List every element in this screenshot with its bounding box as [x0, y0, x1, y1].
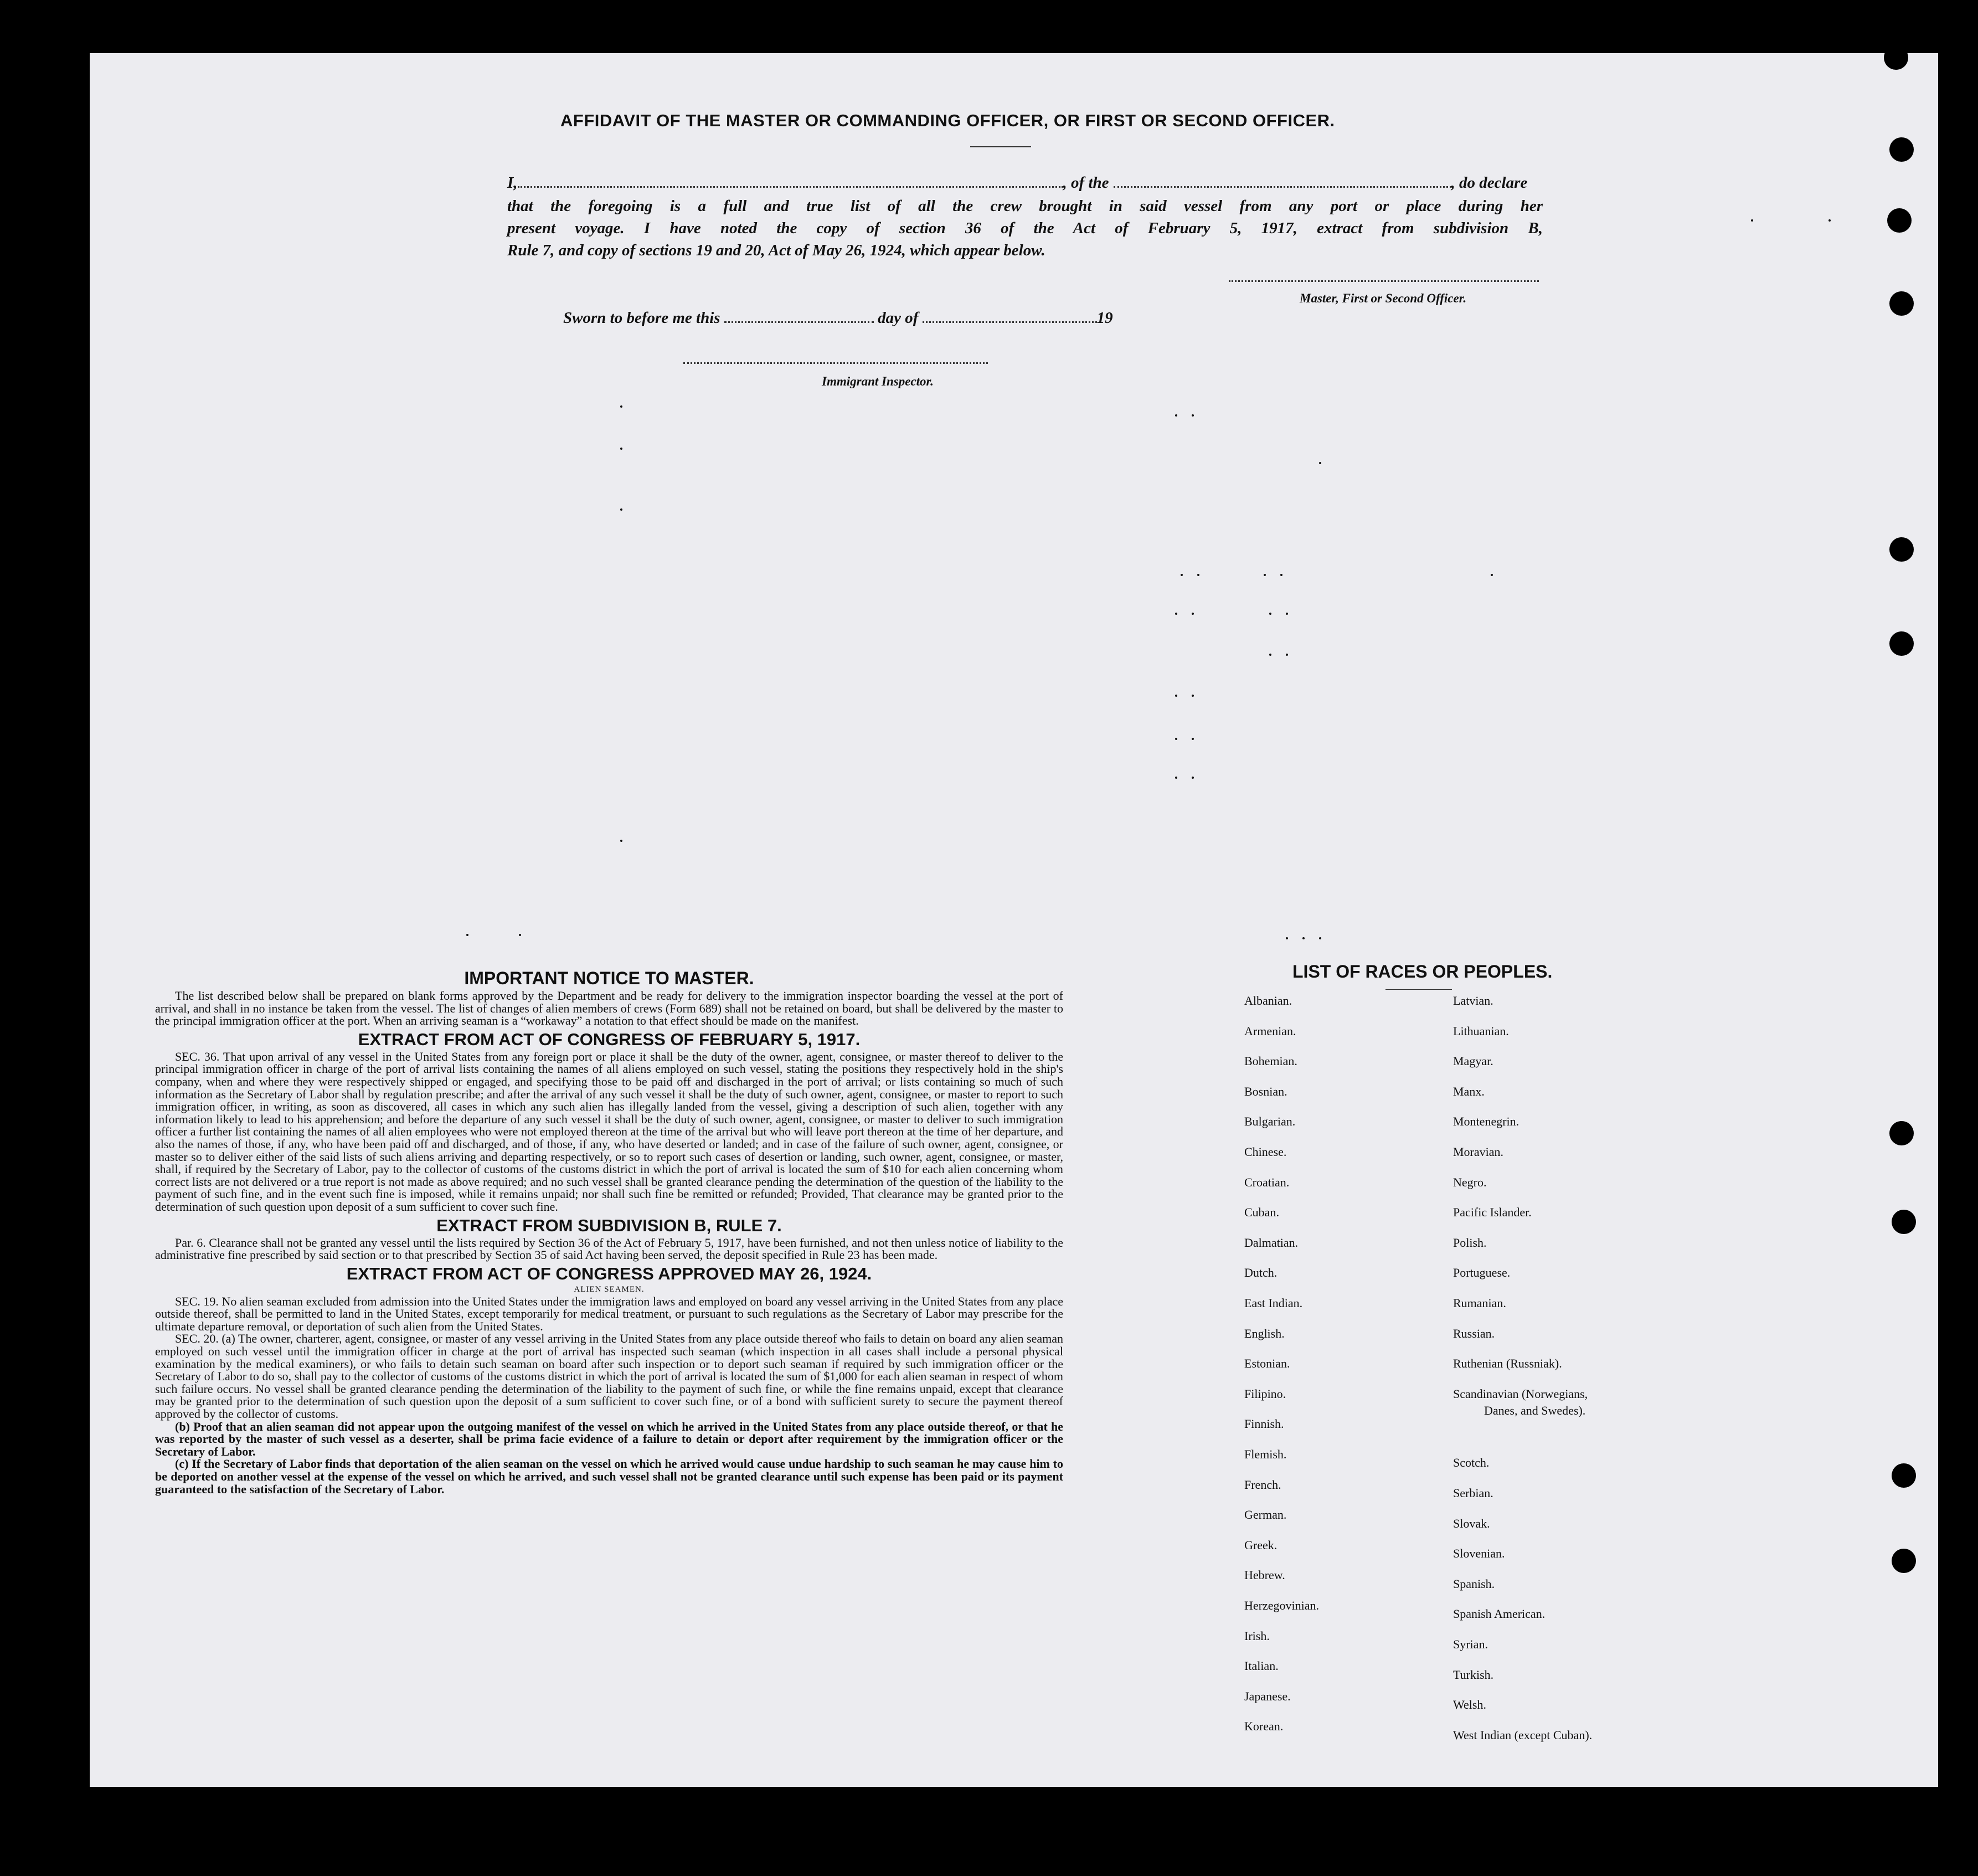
- race-item: Japanese.: [1244, 1689, 1291, 1703]
- race-item: Chinese.: [1244, 1145, 1287, 1159]
- race-item: Slovenian.: [1453, 1546, 1505, 1561]
- document-page: [90, 53, 1938, 1787]
- race-item: Filipino.: [1244, 1386, 1286, 1401]
- scan-speck: [1264, 574, 1266, 576]
- race-item: Estonian.: [1244, 1356, 1290, 1371]
- scan-speck: [1192, 613, 1194, 615]
- scan-speck: [1175, 414, 1177, 417]
- race-item: East Indian.: [1244, 1296, 1303, 1310]
- scan-speck: [1269, 654, 1271, 656]
- scan-speck: [620, 840, 622, 842]
- sec19-text: SEC. 19. No alien seaman excluded from admission into the United States under the immigration laws and employed on board any vessel arriving in the United States from any place outside thereof, shall be permitted to land in the United States, except temporarily for medical treatment, or pursuant to such regulations as the Secretary of Labor may prescribe for the ultimate departure removal, or deportation of such alien from the United States.: [155, 1294, 1063, 1333]
- race-item: Syrian.: [1453, 1637, 1488, 1651]
- extract1-title: EXTRACT FROM ACT OF CONGRESS OF FEBRUARY 5, 1917.: [358, 1029, 861, 1049]
- declaration-body-line3: Rule 7, and copy of sections 19 and 20, Act of May 26, 1924, which appear below.: [507, 241, 1045, 259]
- affidavit-title: AFFIDAVIT OF THE MASTER OR COMMANDING OFFICER, OR FIRST OR SECOND OFFICER.: [560, 111, 1335, 130]
- race-item: Italian.: [1244, 1659, 1279, 1673]
- binder-hole: [1889, 291, 1914, 316]
- race-item: Moravian.: [1453, 1145, 1504, 1159]
- scan-speck: [1491, 574, 1493, 576]
- declaration-body-line2: present voyage. I have noted the copy of section 36 of the Act of February 5, 1917, extract from subdivision B,: [507, 219, 1543, 237]
- race-item: Pacific Islander.: [1453, 1205, 1532, 1220]
- notice-column: [155, 968, 1063, 1495]
- race-item: Magyar.: [1453, 1054, 1493, 1068]
- race-item: Scotch.: [1453, 1456, 1490, 1470]
- race-item: Montenegrin.: [1453, 1114, 1519, 1129]
- race-item: Manx.: [1453, 1084, 1485, 1098]
- race-item: Negro.: [1453, 1175, 1487, 1189]
- extract1-text: SEC. 36. That upon arrival of any vessel in the United States from any foreign port or place it shall be the duty of the owner, agent, consignee, or master thereof to deliver to the principal immigration officer in charge of the port of arrival lists containing the names of all aliens employed on such vessel, stating the positions they respectively hold in the ship's company, when and where they were respectively shipped or engaged, and specifying those to be paid off and discharged in the port of arrival; or lists containing so much of such information as the Secretary of Labor shall by regulation prescribe; and after the arrival of any such vessel it shall be the duty of such owner, agent, consignee, or master to report to such immigration officer, in writing, as soon as discovered, all cases in which any such alien has illegally landed from the vessel, giving a description of such alien, together with any information likely to lead to his apprehension; and before the departure of any such vessel it shall be the duty of such owner, agent, consignee, or master to deliver to such immigration officer a further list containing the names of all alien employees who were not employed thereon at the time of the arrival but who will leave port thereon at the time of her departure, and also the names of those, if any, who have been paid off and discharged, and of those, if any, who have deserted or landed; and in case of the failure of such owner, agent, consignee, or master so to deliver either of the said lists of such aliens arriving and departing respectively, or so to report such cases of desertion or landing, such owner, agent, consignee, or master, shall, if required by the Secretary of Labor, pay to the collector of customs of the customs district in which the port of arrival is located the sum of $10 for each alien concerning whom correct lists are not delivered or a true report is not made as above required; and no such vessel shall be granted clearance pending the determination of the question of the liability to the payment of such fine, and in the event such fine is imposed, while it remains unpaid; nor shall such fine be remitted or refunded; Provided, That clearance may be granted prior to the determination of such question upon deposit of a sum sufficient to cover such fine.: [155, 1049, 1063, 1214]
- race-item: Bosnian.: [1244, 1084, 1287, 1098]
- race-item: Turkish.: [1453, 1667, 1494, 1682]
- binder-hole: [1889, 1121, 1914, 1145]
- race-item: Russian.: [1453, 1326, 1495, 1340]
- scan-speck: [1302, 937, 1305, 939]
- of-the-label: , of the: [1063, 174, 1109, 192]
- race-item: Bohemian.: [1244, 1054, 1297, 1068]
- race-item: Finnish.: [1244, 1417, 1284, 1431]
- race-item: Dalmatian.: [1244, 1235, 1299, 1250]
- binder-hole: [1889, 137, 1914, 162]
- sec20c-text: (c) If the Secretary of Labor finds that deportation of the alien seaman on the vessel on which he arrived would cause undue hardship to such seaman he may cause him to be deported on another vessel at the expense of the vessel on which he arrived, and such vessel shall not be granted clearance until such expense has been paid or its payment guaranteed to the satisfaction of the Secretary of Labor.: [155, 1457, 1063, 1496]
- scan-speck: [1181, 574, 1183, 576]
- binder-hole: [1892, 1210, 1916, 1234]
- scan-speck: [1192, 777, 1194, 779]
- race-item: Serbian.: [1453, 1486, 1493, 1500]
- scan-speck: [1175, 613, 1177, 615]
- race-item: West Indian (except Cuban).: [1453, 1728, 1593, 1742]
- master-signature-label: Master, First or Second Officer.: [1300, 291, 1467, 305]
- do-declare-label: , do declare: [1451, 174, 1528, 192]
- scan-speck: [1192, 738, 1194, 740]
- notice-title: IMPORTANT NOTICE TO MASTER.: [464, 968, 754, 988]
- scan-speck: [1175, 738, 1177, 740]
- scan-speck: [1175, 777, 1177, 779]
- race-item: Flemish.: [1244, 1447, 1287, 1461]
- extract3-subtitle: ALIEN SEAMEN.: [574, 1284, 645, 1294]
- inspector-signature-label: Immigrant Inspector.: [822, 374, 934, 388]
- binder-hole: [1892, 1463, 1916, 1488]
- scan-speck: [620, 405, 622, 408]
- binder-hole: [1889, 537, 1914, 562]
- scan-speck: [620, 448, 622, 450]
- race-item: Slovak.: [1453, 1516, 1490, 1530]
- sec20b-text: (b) Proof that an alien seaman did not appear upon the outgoing manifest of the vessel on which he arrived in the United States from any place outside thereof, or that he was reported by the master of such vessel as a deserter, shall be prima facie evidence of a failure to detain or deport after requirement by the immigration officer or the Secretary of Labor.: [155, 1419, 1063, 1458]
- scan-speck: [1319, 937, 1321, 939]
- scan-speck: [1286, 937, 1288, 939]
- year-label: 19: [1096, 309, 1113, 327]
- race-item: Albanian.: [1244, 994, 1292, 1008]
- sworn-day-blank[interactable]: [724, 321, 874, 323]
- race-item: Portuguese.: [1453, 1266, 1511, 1280]
- race-item: Spanish American.: [1453, 1607, 1546, 1621]
- race-item: Ruthenian (Russniak).: [1453, 1356, 1562, 1371]
- race-item: Hebrew.: [1244, 1568, 1285, 1582]
- race-item: Danes, and Swedes).: [1484, 1403, 1586, 1417]
- scan-speck: [1286, 613, 1288, 615]
- race-item: Scandinavian (Norwegians,: [1453, 1386, 1588, 1401]
- race-item: Welsh.: [1453, 1698, 1486, 1712]
- scan-speck: [1751, 219, 1753, 222]
- notice-text: The list described below shall be prepared on blank forms approved by the Department and be ready for delivery to the immigration inspector boarding the vessel at the port of arrival, and shall in no instance be taken from the vessel. The list of changes of alien members of crews (Form 689) shall not be retained on board, but shall be delivered by the master to the principal immigration officer at the port. When an arriving seaman is a “workaway” a notation to that effect should be made on the manifest.: [155, 989, 1063, 1028]
- scan-speck: [620, 508, 622, 511]
- day-of-label: day of: [878, 309, 919, 327]
- race-item: English.: [1244, 1326, 1285, 1340]
- race-item: Latvian.: [1453, 994, 1493, 1008]
- inspector-signature-line[interactable]: [683, 362, 988, 364]
- sec20a-text: SEC. 20. (a) The owner, charterer, agent, consignee, or master of any vessel arriving in the United States from any place outside thereof who fails to detain on board any alien seaman employed on such vessel until the immigration officer in charge at the port of arrival has inspected such seaman (which inspection in all cases shall include a personal physical examination by the medical examiners), or who fails to detain such seaman on board after such inspection or to deport such seaman if required by such immigration officer or the Secretary of Labor to do so, shall pay to the collector of customs of the customs district in which the port of arrival is located the sum of $1,000 for each alien seaman in respect of whom such failure occurs. No vessel shall be granted clearance pending the determination of the liability to the payment of such fine, or while the fine remains unpaid, except that clearance may be granted prior to the determination of such question upon the deposit of a sum sufficient to cover such fine, or of a bond with sufficient surety to secure the payment thereof approved by the collector of customs.: [155, 1332, 1063, 1421]
- sworn-label: Sworn to before me this: [563, 309, 720, 327]
- race-item: Korean.: [1244, 1719, 1284, 1734]
- race-item: Greek.: [1244, 1538, 1278, 1552]
- binder-hole: [1887, 208, 1912, 233]
- sworn-line: [563, 309, 1113, 327]
- extract2-text: Par. 6. Clearance shall not be granted any vessel until the lists required by Section 36 of the Act of February 5, 1917, have been furnished, and not then unless notice of liability to the administrative fine prescribed by said section or to that prescribed by Section 35 of said Act having been served, the deposit specified in Rule 23 has been made.: [155, 1235, 1063, 1262]
- scan-speck: [1319, 462, 1321, 464]
- scan-speck: [1192, 414, 1194, 417]
- binder-hole: [1892, 1549, 1916, 1573]
- extract2-title: EXTRACT FROM SUBDIVISION B, RULE 7.: [436, 1215, 782, 1235]
- binder-hole: [1889, 631, 1914, 656]
- race-item: Armenian.: [1244, 1024, 1296, 1038]
- title-underline: [970, 146, 1031, 147]
- race-item: German.: [1244, 1508, 1287, 1522]
- scan-speck: [466, 934, 468, 936]
- sworn-month-blank[interactable]: [923, 321, 1097, 323]
- scan-speck: [1197, 574, 1199, 576]
- races-title: LIST OF RACES OR PEOPLES.: [1292, 962, 1553, 981]
- race-item: Herzegovinian.: [1244, 1599, 1319, 1612]
- i-label: I,: [507, 174, 518, 192]
- race-item: Cuban.: [1244, 1205, 1279, 1220]
- race-item: Rumanian.: [1453, 1296, 1506, 1310]
- scan-speck: [1175, 695, 1177, 697]
- vessel-blank[interactable]: [1114, 186, 1451, 188]
- race-item: French.: [1244, 1477, 1281, 1492]
- scan-speck: [1269, 613, 1271, 615]
- race-item: Bulgarian.: [1244, 1114, 1296, 1129]
- scan-speck: [1828, 219, 1831, 222]
- race-item: Dutch.: [1244, 1266, 1278, 1280]
- declaration-body-line1: that the foregoing is a full and true list of all the crew brought in said vessel from any port or place during her: [507, 197, 1543, 215]
- declaration-line: [507, 174, 1527, 192]
- name-blank[interactable]: [518, 186, 1063, 188]
- extract3-title: EXTRACT FROM ACT OF CONGRESS APPROVED MAY 26, 1924.: [346, 1263, 872, 1283]
- declaration-body: [507, 195, 1543, 261]
- master-signature-line[interactable]: [1229, 280, 1539, 282]
- scan-speck: [1280, 574, 1282, 576]
- scan-speck: [1286, 654, 1288, 656]
- races-title-underline: [1385, 989, 1452, 990]
- binder-hole: [1884, 53, 1908, 70]
- scan-speck: [519, 934, 521, 936]
- race-item: Irish.: [1244, 1628, 1270, 1643]
- race-item: Lithuanian.: [1453, 1024, 1509, 1038]
- race-item: Polish.: [1453, 1235, 1487, 1250]
- race-item: Croatian.: [1244, 1175, 1290, 1189]
- scan-speck: [1192, 695, 1194, 697]
- race-item: Spanish.: [1453, 1576, 1495, 1591]
